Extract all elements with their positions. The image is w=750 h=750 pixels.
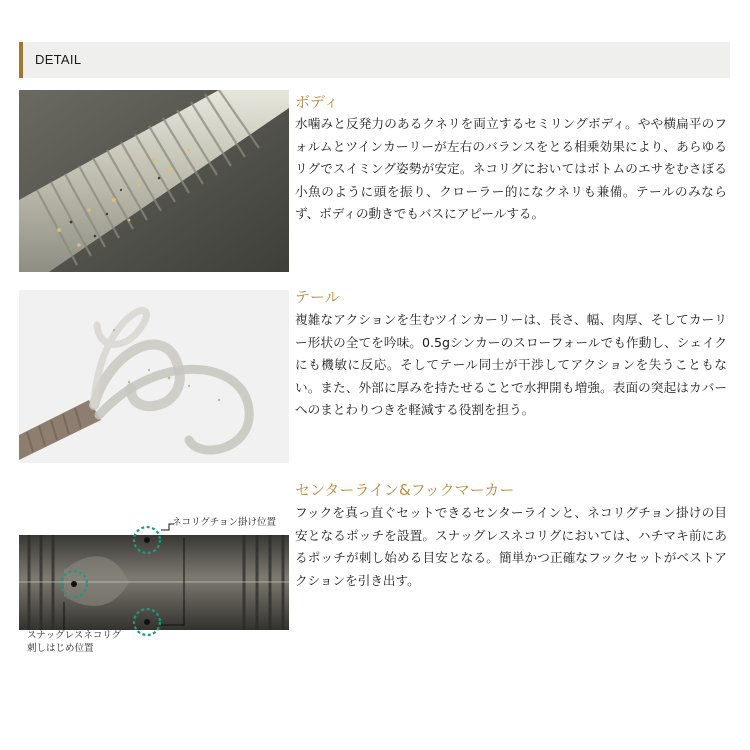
section-body-tail: 複雑なアクションを生むツインカーリーは、長さ、幅、肉厚、そしてカーリー形状の全てを吟味。0.5gシンカーのスローフォールでも作動し、シェイクにも機敏に反応。そしてテール同士が干渉してアクションを失うこともない。また、外部に厚みを持たせることで水押開も増強。表面の突起はカバーへのまとわりつきを軽減する役割を担う。 bbox=[295, 312, 728, 418]
detail-title: DETAIL bbox=[35, 52, 82, 67]
callout-snagless-line1: スナッグレスネコリグ bbox=[27, 630, 122, 641]
section-body-hook-marker: フックを真っ直ぐセットできるセンターラインと、ネコリグチョン掛けの目安となるポッチを設置。スナッグレスネコリグにおいては、ハチマキ前にあるポッチが刺し始める目安となる。簡単かつ正確なフックセットがベストアクションを引き出す。 bbox=[295, 505, 727, 588]
tail-image bbox=[19, 290, 289, 463]
body-closeup-image bbox=[19, 90, 289, 272]
detail-header bbox=[19, 42, 730, 78]
callout-snagless-line2: 刺しはじめ位置 bbox=[27, 643, 94, 654]
callout-neko-chon: ネコリグチョン掛け位置 bbox=[172, 517, 277, 528]
section-title-tail: テール bbox=[295, 288, 340, 306]
section-title-hook-marker: センターライン&フックマーカー bbox=[295, 481, 515, 499]
section-body-body: 水噛みと反発力のあるクネリを両立するセミリングボディ。やや横扁平のフォルムとツインカーリーが左右のバランスをとる相乗効果により、あらゆるリグでスイミング姿勢が安定。ネコリグにおいてはボトムのエサをむさぼる小魚のように頭を振り、クローラー的になクネリも兼備。テールのみならず、ボディの動きでもバスにアピールする。 bbox=[295, 116, 727, 222]
section-title-body: ボディ bbox=[295, 93, 339, 111]
